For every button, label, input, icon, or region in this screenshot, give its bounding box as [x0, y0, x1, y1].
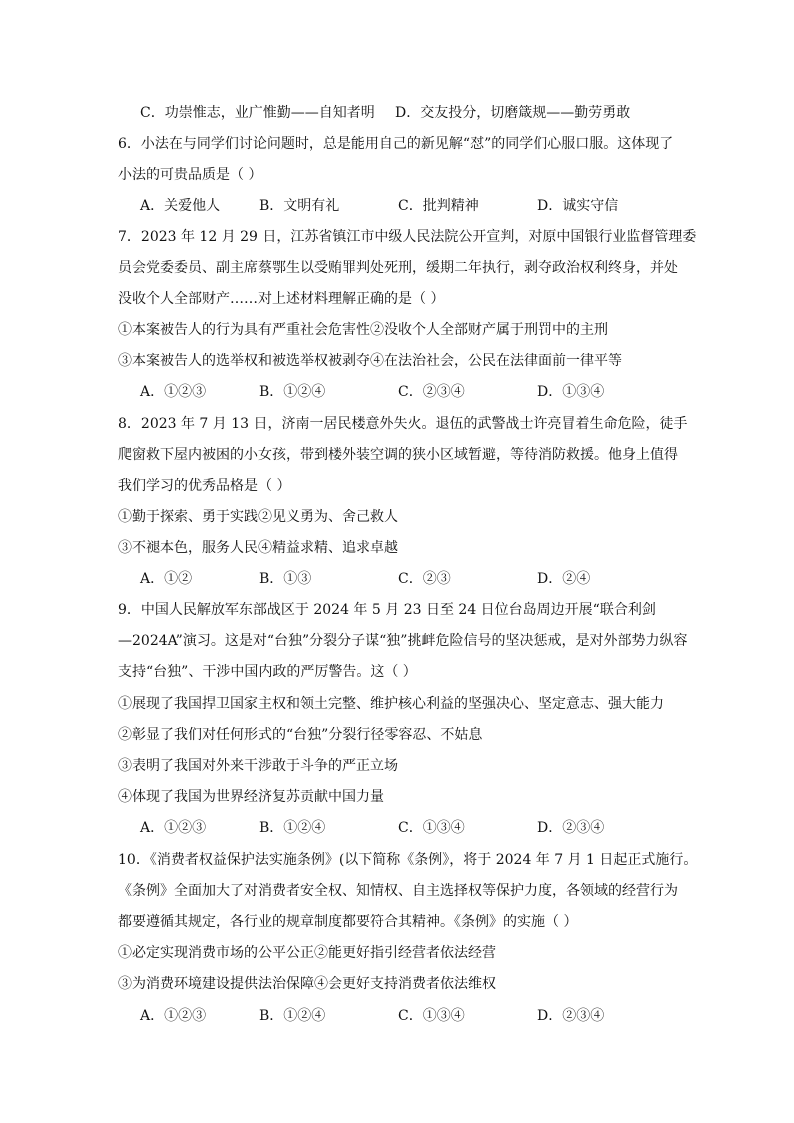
q6-stem-line: 小法的可贵品质是（ ） — [118, 167, 263, 183]
q6-stem-line: 6．小法在与同学们讨论问题时，总是能用自己的新见解“怼”的同学们心服口服。这体现了 — [118, 136, 674, 152]
q7-options — [140, 382, 700, 402]
q6-option-c: C．批判精神 — [398, 198, 479, 214]
q8-option-b: B．①③ — [259, 571, 312, 587]
q5-option-c: C．功崇惟志，业广惟勤——自知者明 — [140, 105, 375, 121]
q7-option-b: B．①②④ — [259, 384, 326, 400]
q10-options — [140, 1006, 700, 1026]
q9-statement-line: ②彰显了我们对任何形式的“台独”分裂行径零容忍、不姑息 — [118, 727, 483, 743]
q7-option-d: D．①③④ — [537, 384, 605, 400]
q9-stem-line: —2024A”演习。这是对“台独”分裂分子谋“独”挑衅危险信号的坚决惩戒，是对外部势力纵容 — [118, 633, 688, 649]
q9-option-a: A．①②③ — [140, 820, 207, 836]
q10-option-d: D．②③④ — [537, 1008, 605, 1024]
q8-statement-line: ①勤于探索、勇于实践②见义勇为、舍己救人 — [118, 509, 398, 525]
q5-options — [140, 103, 700, 123]
q10-statement-line: ①必定实现消费市场的公平公正②能更好指引经营者依法经营 — [118, 945, 496, 961]
q9-option-d: D．②③④ — [537, 820, 605, 836]
q9-statement-line: ③表明了我国对外来干涉敢于斗争的严正立场 — [118, 758, 398, 774]
q10-stem-line: 《条例》全面加大了对消费者安全权、知情权、自主选择权等保护力度，各领域的经营行为 — [118, 883, 678, 899]
q6-option-d: D．诚实守信 — [537, 198, 619, 214]
q5-option-d: D．交友投分，切磨箴规——勤劳勇敢 — [395, 105, 631, 121]
q8-stem-line: 我们学习的优秀品格是（ ） — [118, 478, 291, 494]
q8-option-d: D．②④ — [537, 571, 591, 587]
q8-option-c: C．②③ — [398, 571, 451, 587]
q6-option-b: B．文明有礼 — [259, 198, 340, 214]
q7-statement-line: ③本案被告人的选举权和被选举权被剥夺④在法治社会，公民在法律面前一律平等 — [118, 353, 622, 369]
q7-statement-line: ①本案被告人的行为具有严重社会危害性②没收个人全部财产属于刑罚中的主刑 — [118, 322, 608, 338]
q9-stem-line: 9．中国人民解放军东部战区于 2024 年 5 月 23 日至 24 日位台岛周边开展“联合利剑 — [118, 602, 656, 618]
q7-option-a: A．①②③ — [140, 384, 207, 400]
q9-option-c: C．①③④ — [398, 820, 465, 836]
q9-statement-line: ④体现了我国为世界经济复苏贡献中国力量 — [118, 789, 384, 805]
q7-option-c: C．②③④ — [398, 384, 465, 400]
q7-stem-line: 7．2023 年 12 月 29 日，江苏省镇江市中级人民法院公开宣判，对原中国银行业监督管理委 — [118, 229, 697, 245]
q10-option-b: B．①②④ — [259, 1008, 326, 1024]
q6-option-a: A．关爱他人 — [140, 198, 221, 214]
q10-option-c: C．①③④ — [398, 1008, 465, 1024]
q9-option-b: B．①②④ — [259, 820, 326, 836]
q8-stem-line: 爬窗救下屋内被困的小女孩，带到楼外装空调的狭小区域暂避，等待消防救援。他身上值得 — [118, 447, 678, 463]
q8-statement-line: ③不褪本色，服务人民④精益求精、追求卓越 — [118, 540, 398, 556]
q6-options — [140, 196, 700, 216]
q9-statement-line: ①展现了我国捍卫国家主权和领土完整、维护核心利益的坚强决心、坚定意志、强大能力 — [118, 696, 664, 712]
q9-options — [140, 818, 700, 838]
q8-stem-line: 8．2023 年 7 月 13 日，济南一居民楼意外失火。退伍的武警战士许亮冒着生命危险，徒手 — [118, 416, 688, 432]
q10-stem-line: 都要遵循其规定，各行业的规章制度都要符合其精神。《条例》的实施（ ） — [118, 914, 578, 930]
q10-stem-line: 10．《消费者权益保护法实施条例》(以下简称《条例》，将于 2024 年 7 月 1 日起正式施行。 — [118, 852, 698, 868]
q10-statement-line: ③为消费环境建设提供法治保障④会更好支持消费者依法维权 — [118, 976, 496, 992]
q7-stem-line: 没收个人全部财产……对上述材料理解正确的是（ ） — [118, 291, 445, 307]
q8-options — [140, 569, 700, 589]
q9-stem-line: 支持“台独”、干涉中国内政的严厉警告。这（ ） — [118, 664, 417, 680]
q8-option-a: A．①② — [140, 571, 193, 587]
q7-stem-line: 员会党委委员、副主席蔡鄂生以受贿罪判处死刑，缓期二年执行，剥夺政治权利终身，并处 — [118, 260, 678, 276]
q10-option-a: A．①②③ — [140, 1008, 207, 1024]
